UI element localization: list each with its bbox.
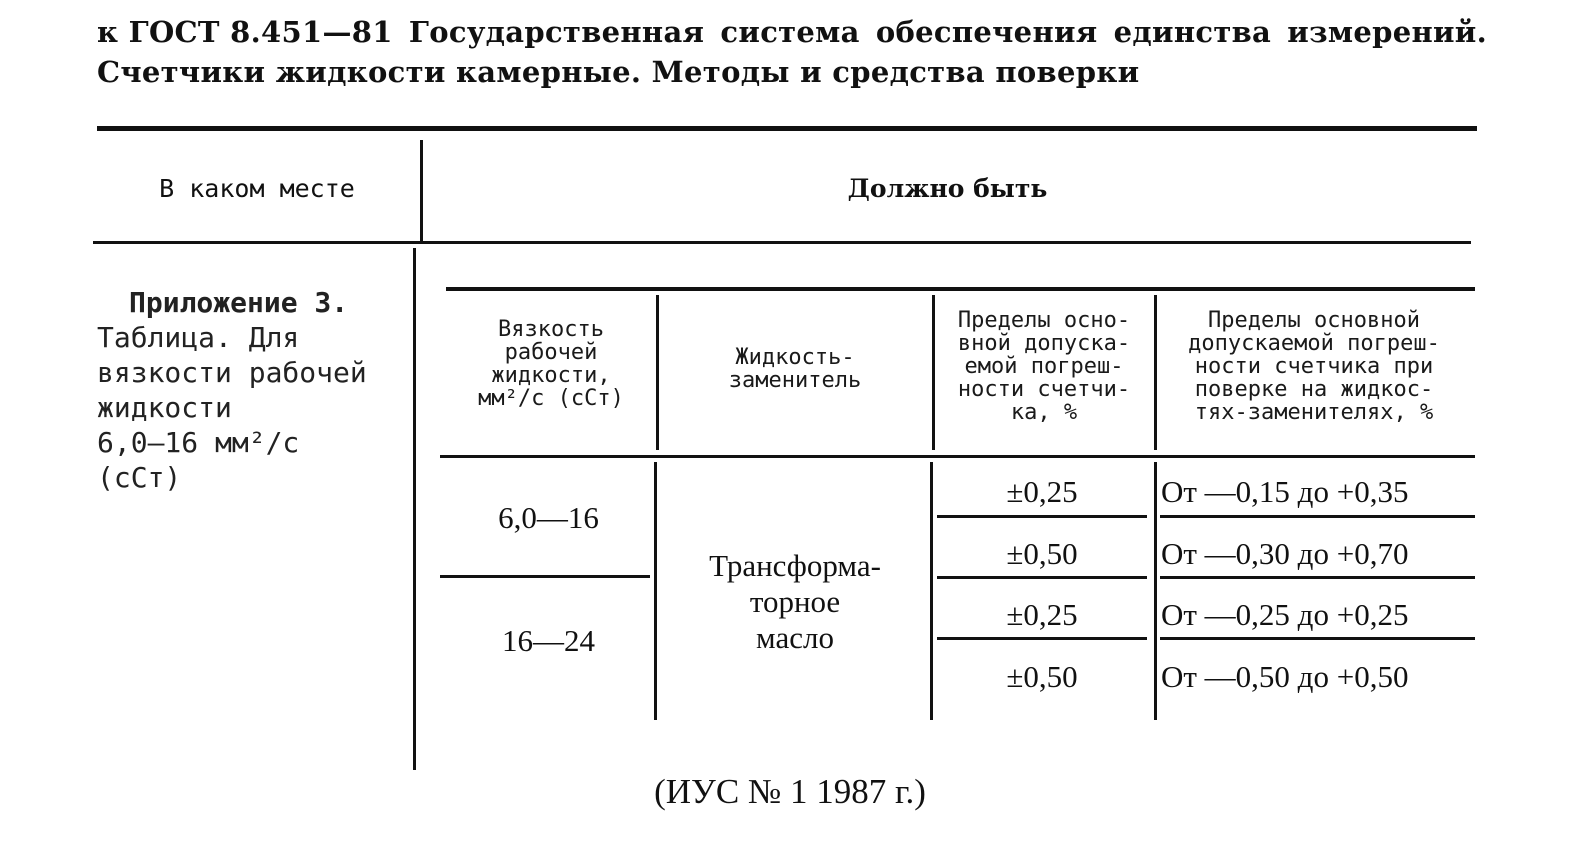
inner-divider-1-body	[654, 462, 657, 720]
column-header-line: Пределы осно-	[957, 308, 1131, 333]
column-header-line: вной допуска-	[957, 331, 1131, 356]
table-row-limit: ±0,25	[1006, 474, 1078, 509]
table-row-limit: ±0,50	[1006, 536, 1078, 571]
column-header-viscosity	[446, 318, 656, 410]
viscosity-group-rule	[440, 575, 650, 578]
inner-table-top-rule	[446, 287, 1475, 291]
table-row-limit: ±0,25	[1006, 597, 1078, 632]
where-line: жидкости	[97, 391, 232, 424]
row-rule	[1160, 576, 1475, 579]
header-where: В каком месте	[159, 174, 355, 203]
row-rule	[1160, 637, 1475, 640]
header-should-be: Должно быть	[847, 174, 1048, 203]
row-rule	[937, 576, 1147, 579]
outer-column-divider-top	[420, 140, 423, 241]
column-header-substitute-error	[1156, 309, 1472, 424]
column-header-line: заменитель	[728, 368, 862, 393]
column-header-line: Вязкость	[498, 317, 604, 342]
column-header-line: емой погреш-	[964, 354, 1124, 379]
where-cell	[97, 285, 397, 495]
row-rule	[937, 637, 1147, 640]
column-header-line: мм²/с (сСт)	[478, 386, 624, 411]
inner-divider-2-body	[930, 462, 933, 720]
table-row-range: От —0,30 до +0,70	[1161, 536, 1409, 571]
document-title	[97, 12, 1487, 92]
column-header-line: ности счетчика при	[1194, 354, 1434, 379]
column-header-line: Пределы основной	[1208, 308, 1420, 333]
title-part: измерений.	[1287, 15, 1487, 49]
title-part: к ГОСТ 8.451—81	[97, 15, 393, 49]
title-line-2: Счетчики жидкости камерные. Методы и средства поверки	[97, 55, 1140, 89]
where-line: Приложение 3.	[129, 286, 349, 319]
table-row-range: От —0,15 до +0,35	[1161, 474, 1409, 509]
table-row-range: От —0,50 до +0,50	[1161, 659, 1409, 694]
where-line: Таблица. Для	[97, 321, 300, 354]
column-header-line: ка, %	[1010, 400, 1078, 425]
header-bottom-rule	[93, 241, 1471, 244]
inner-divider-1	[656, 295, 659, 450]
column-header-line: рабочей	[504, 340, 598, 365]
table-row-range: От —0,25 до +0,25	[1161, 597, 1409, 632]
title-part: Государственная	[408, 15, 705, 49]
table-row-limit: ±0,50	[1006, 659, 1078, 694]
title-part: единства	[1113, 15, 1272, 49]
column-header-line: ности счетчи-	[957, 377, 1131, 402]
where-line: вязкости рабочей	[97, 356, 367, 389]
inner-header-bottom-rule	[440, 455, 1475, 458]
column-header-line: допускаемой погреш-	[1188, 331, 1440, 356]
table-top-rule	[97, 126, 1477, 131]
fluid-line: Трансформа-	[709, 548, 881, 583]
row-rule	[937, 515, 1147, 518]
inner-divider-3-body	[1154, 462, 1157, 720]
where-line: 6,0—16 мм²/с	[97, 426, 300, 459]
substitute-fluid	[660, 548, 930, 656]
title-line-1	[97, 12, 1487, 52]
column-header-basic-error	[935, 309, 1153, 424]
title-part: система	[720, 15, 860, 49]
fluid-line: масло	[756, 620, 834, 655]
outer-column-divider	[413, 248, 416, 770]
viscosity-group: 6,0—16	[498, 500, 599, 535]
column-header-line: жидкости,	[491, 363, 611, 388]
viscosity-group: 16—24	[502, 623, 595, 658]
title-part: обеспечения	[875, 15, 1098, 49]
footer-note: (ИУС № 1 1987 г.)	[654, 772, 926, 811]
column-header-line: Жидкость-	[735, 345, 855, 370]
column-header-line: тях-заменителях, %	[1194, 400, 1434, 425]
column-header-line: поверке на жидкос-	[1194, 377, 1434, 402]
column-header-fluid	[660, 346, 930, 392]
row-rule	[1160, 515, 1475, 518]
where-line: (сСт)	[97, 461, 182, 494]
fluid-line: торное	[749, 584, 841, 619]
